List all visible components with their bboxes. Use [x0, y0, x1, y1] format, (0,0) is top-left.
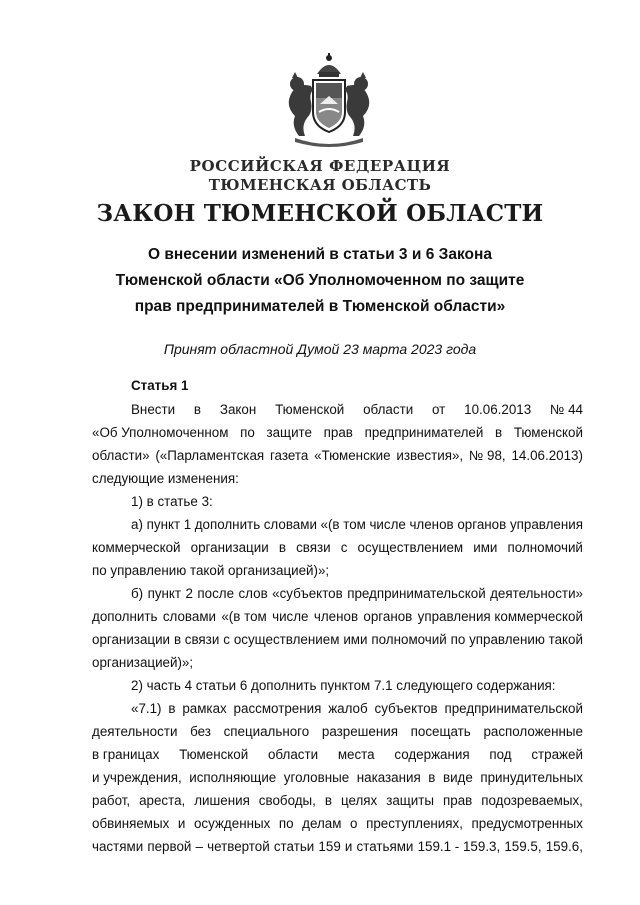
article-text-line — [131, 586, 583, 608]
text-word: и — [344, 839, 353, 854]
text-word: стражей — [531, 747, 583, 762]
text-word: в — [495, 425, 503, 440]
text-word: осуществлением — [357, 540, 464, 555]
text-word: 159.1 - 159.3, — [417, 839, 501, 854]
text-word: защите — [266, 425, 312, 440]
article-text-line — [92, 839, 583, 861]
text-word: виде — [442, 770, 473, 785]
adoption-date: Принят областной Думой 23 марта 2023 года — [163, 341, 477, 357]
article-text-line — [92, 448, 583, 470]
text-word: «7.1) — [131, 701, 162, 716]
text-word: числе — [369, 517, 406, 532]
text-word: по — [240, 425, 255, 440]
article-text-line — [92, 425, 583, 447]
text-word: «Об Уполномоченном — [92, 425, 229, 440]
text-word: Тюменской — [179, 747, 249, 762]
text-word: в — [428, 770, 436, 785]
text-word: принудительных — [480, 770, 583, 785]
text-word: подозреваемых, — [481, 793, 583, 808]
article-text-line — [92, 724, 583, 746]
text-word: пункт — [147, 586, 182, 601]
text-word: наказания — [356, 770, 421, 785]
text-word: Тюменской — [275, 402, 345, 417]
tyumen-coat-of-arms-emblem — [275, 52, 383, 152]
text-word: членов органов управления — [409, 517, 583, 532]
text-word: 10.06.2013 — [464, 402, 532, 417]
text-word: «субъектов — [272, 586, 343, 601]
text-word: словами — [162, 609, 217, 624]
text-word: по управлению такой — [450, 632, 583, 647]
text-word: ими — [473, 540, 498, 555]
article-text-line — [92, 793, 583, 815]
text-word: защиты — [386, 793, 435, 808]
text-word: в — [193, 402, 202, 417]
text-word: места — [337, 747, 375, 762]
text-word: в границах — [92, 747, 160, 762]
text-word: уголовные — [283, 770, 350, 785]
text-word: работ, — [92, 793, 131, 808]
text-word: Закон — [219, 402, 257, 417]
text-word: газета — [269, 448, 309, 463]
text-word: субъектов — [374, 701, 438, 716]
text-word: лишения — [194, 793, 250, 808]
text-word: статьи — [273, 839, 315, 854]
text-word: предпринимателей — [364, 425, 484, 440]
text-word: членов — [313, 609, 359, 624]
text-word: исполняющие — [189, 770, 277, 785]
text-word: организации — [190, 540, 269, 555]
text-word: с — [223, 632, 230, 647]
text-word: специального — [223, 724, 310, 739]
text-word: области — [363, 402, 414, 417]
text-word: а) пункт — [131, 517, 181, 532]
text-word: – — [195, 839, 203, 854]
text-word: частями — [92, 839, 144, 854]
text-word: организации — [92, 632, 171, 647]
text-word: ареста, — [139, 793, 186, 808]
text-word: после — [197, 586, 235, 601]
text-word: от — [432, 402, 446, 417]
text-word: Тюменской — [513, 425, 583, 440]
text-word: с — [340, 540, 348, 555]
text-word: расположенные — [483, 724, 583, 739]
text-word: 159.6, — [545, 839, 583, 854]
law-title-line-2: Тюменской области «Об Уполномоченном по защите — [115, 272, 525, 289]
text-word: связи — [296, 540, 331, 555]
article-text-line — [131, 517, 583, 539]
article-text-line — [92, 747, 583, 769]
text-word: под — [489, 747, 512, 762]
text-word: и — [177, 816, 186, 831]
law-title-line-3: прав предпринимателей в Тюменской области» — [134, 298, 506, 315]
text-word: в — [324, 793, 332, 808]
text-word: известия», — [396, 448, 464, 463]
text-word: прав — [443, 793, 473, 808]
article-text-line — [131, 402, 583, 424]
article-text-line — [92, 609, 583, 631]
text-word: 14.06.2013) — [511, 448, 583, 463]
text-word: в связи — [173, 632, 220, 647]
law-title-line-1: О внесении изменений в статьи 3 и 6 Закона — [148, 246, 492, 263]
text-word: деятельности» — [490, 586, 583, 601]
text-word: предусмотренных — [471, 816, 583, 831]
text-word: целях — [340, 793, 378, 808]
text-word: преступлениях, — [366, 816, 463, 831]
text-word: в — [168, 701, 176, 716]
text-word: числе — [272, 609, 309, 624]
text-word: без — [190, 724, 211, 739]
article-text-line — [92, 540, 583, 562]
text-word: № 98, — [468, 448, 506, 463]
text-word: органов — [363, 609, 413, 624]
text-word: б) — [131, 586, 144, 601]
text-word: коммерческой — [92, 540, 181, 555]
text-word: разрешения — [321, 724, 398, 739]
article-text-line: по управлению такой организацией)»; — [92, 563, 330, 578]
text-word: и учреждения, — [92, 770, 182, 785]
text-word: полномочий — [371, 632, 447, 647]
text-word: рамках — [182, 701, 227, 716]
text-word: посещать — [410, 724, 471, 739]
text-word: осужденных — [193, 816, 271, 831]
text-word: предпринимательской — [444, 701, 583, 716]
text-word: дополнить — [194, 517, 261, 532]
text-word: ими — [343, 632, 368, 647]
country-header: РОССИЙСКАЯ ФЕДЕРАЦИЯ — [189, 157, 451, 175]
text-word: «(в том — [221, 609, 267, 624]
text-word: о — [350, 816, 358, 831]
text-word: словами — [263, 517, 317, 532]
article-text-line — [92, 632, 583, 654]
document-type-heading: ЗАКОН ТЮМЕНСКОЙ ОБЛАСТИ — [96, 200, 544, 227]
text-word: статьями — [356, 839, 414, 854]
text-word: 2 — [185, 586, 193, 601]
text-word: области» — [92, 448, 150, 463]
article-text-line: организацией)»; — [92, 655, 194, 670]
text-word: области — [267, 747, 319, 762]
article-text-line — [131, 701, 583, 723]
text-word: дополнить — [92, 609, 158, 624]
text-word: прав — [323, 425, 353, 440]
article-text-line: 1) в статье 3: — [131, 494, 213, 509]
text-word: содержания — [394, 747, 470, 762]
text-word: слов — [238, 586, 268, 601]
article-text-line: 2) часть 4 статьи 6 дополнить пунктом 7.1 следующего содержания: — [131, 678, 556, 693]
text-word: жалоб — [328, 701, 368, 716]
text-word: деятельности — [92, 724, 178, 739]
article-text-line — [92, 816, 583, 838]
text-word: 159 — [318, 839, 341, 854]
text-word: делам — [302, 816, 342, 831]
region-header: ТЮМЕНСКАЯ ОБЛАСТЬ — [208, 176, 432, 194]
text-word: по — [278, 816, 294, 831]
text-word: 1 — [183, 517, 192, 532]
text-word: полномочий — [507, 540, 583, 555]
text-word: первой — [147, 839, 192, 854]
text-word: управления коммерческой — [417, 609, 583, 624]
text-word: рассмотрения — [233, 701, 322, 716]
article-text-line — [92, 770, 583, 792]
text-word: предпринимательской — [347, 586, 486, 601]
article-text-line: следующие изменения: — [92, 471, 239, 486]
article-heading: Статья 1 — [131, 378, 189, 393]
text-word: обвиняемых — [92, 816, 170, 831]
text-word: «Тюменские — [314, 448, 391, 463]
text-word: осуществлением — [233, 632, 340, 647]
text-word: Внести — [131, 402, 176, 417]
text-word: свободы, — [258, 793, 316, 808]
text-word: четвертой — [207, 839, 270, 854]
text-word: 159.5, — [504, 839, 542, 854]
text-word: «(в том — [320, 517, 366, 532]
text-word: № 44 — [550, 402, 583, 417]
text-word: («Парламентская — [155, 448, 265, 463]
text-word: в — [278, 540, 286, 555]
